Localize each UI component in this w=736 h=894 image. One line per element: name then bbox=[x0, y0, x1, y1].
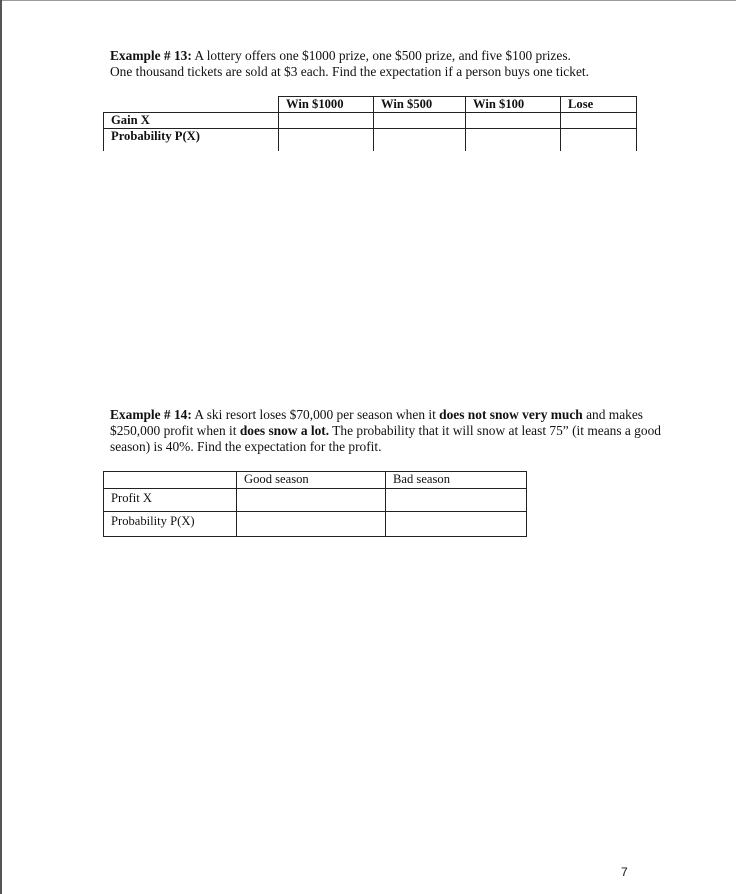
table-header-cell: Win $1000 bbox=[279, 97, 374, 113]
example-14-bold-b: does snow a lot. bbox=[239, 423, 330, 438]
table-row-label: Gain X bbox=[104, 113, 279, 129]
example-14-table bbox=[103, 471, 527, 537]
table-cell bbox=[237, 489, 386, 512]
table-header-cell: Good season bbox=[237, 472, 386, 489]
table-header-cell: Win $100 bbox=[466, 97, 561, 113]
table-cell bbox=[466, 113, 561, 129]
page-top-edge bbox=[0, 0, 736, 1]
table-row bbox=[104, 472, 527, 489]
table-row bbox=[104, 97, 637, 113]
table-header-cell: Lose bbox=[561, 97, 637, 113]
example-14-bold-a: does not snow very much bbox=[439, 407, 583, 422]
table-cell bbox=[374, 113, 466, 129]
table-row bbox=[104, 129, 637, 152]
table-header-cell: Win $500 bbox=[374, 97, 466, 113]
table-cell bbox=[279, 129, 374, 152]
example-13-table bbox=[103, 96, 637, 151]
table-corner-cell bbox=[104, 97, 279, 113]
table-cell bbox=[374, 129, 466, 152]
example-13-line2: One thousand tickets are sold at $3 each. Find the expectation if a person buys one ticket. bbox=[110, 64, 589, 79]
table-cell bbox=[561, 129, 637, 152]
table-cell bbox=[386, 512, 527, 537]
example-14-text-b: and makes $250,000 profit when it bbox=[110, 407, 643, 438]
table-row bbox=[104, 113, 637, 129]
table-cell bbox=[561, 113, 637, 129]
table-row bbox=[104, 512, 527, 537]
table-cell bbox=[386, 489, 527, 512]
example-14-text-a: A ski resort loses $70,000 per season when it bbox=[191, 407, 440, 422]
example-14-text-c: The probability that it will snow at least 75” (it means a good season) is 40%. Find the expectation for the profit. bbox=[110, 423, 661, 454]
example-13-label: Example # 13: bbox=[110, 48, 192, 63]
table-row-label: Profit X bbox=[104, 489, 237, 512]
page-number: 7 bbox=[621, 865, 628, 879]
example-14-text bbox=[110, 407, 670, 455]
example-13-line1: A lottery offers one $1000 prize, one $500 prize, and five $100 prizes. bbox=[191, 48, 571, 63]
table-cell bbox=[237, 512, 386, 537]
table-row-label: Probability P(X) bbox=[104, 129, 279, 152]
example-14-label: Example # 14: bbox=[110, 407, 192, 422]
table-cell bbox=[279, 113, 374, 129]
table-row-label: Probability P(X) bbox=[104, 512, 237, 537]
table-corner-cell bbox=[104, 472, 237, 489]
table-row bbox=[104, 489, 527, 512]
page-left-edge bbox=[0, 0, 2, 894]
table-header-cell: Bad season bbox=[386, 472, 527, 489]
table-cell bbox=[466, 129, 561, 152]
example-13-text bbox=[110, 48, 670, 80]
